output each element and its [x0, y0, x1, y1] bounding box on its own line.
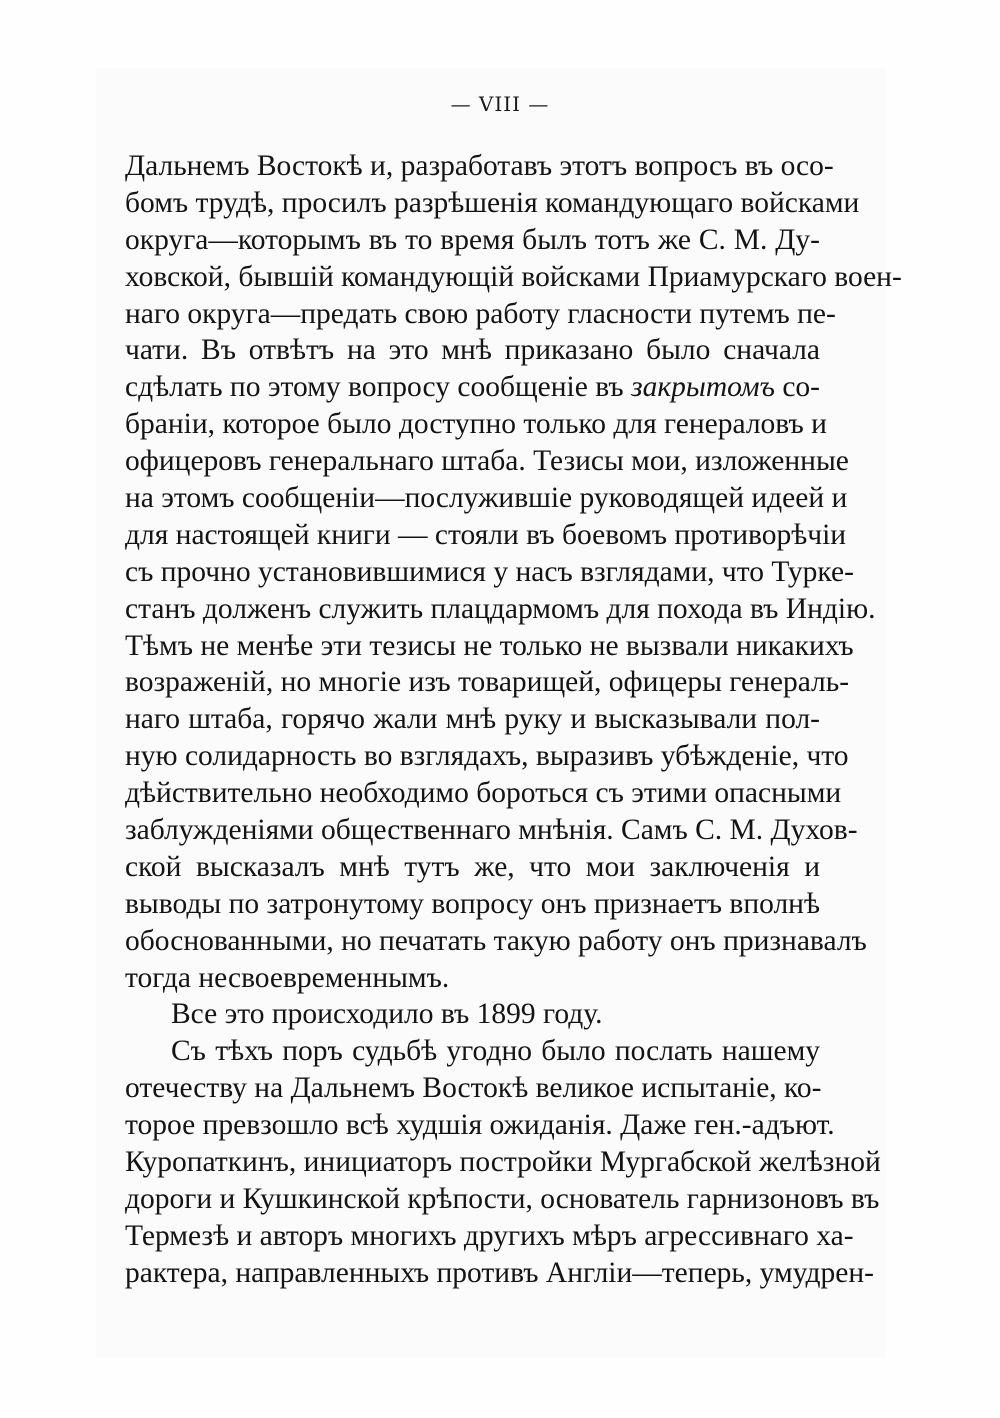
text-line: ховской, бывшій командующій войсками Приамурскаго воен-	[125, 260, 902, 293]
text-line: возраженій, но многіе изъ товарищей, офицеры генераль-	[125, 666, 850, 699]
text-line: округа—которымъ въ то время былъ тотъ же С. М. Ду-	[125, 223, 820, 256]
text-segment: со-	[774, 371, 820, 404]
text-line: на этомъ сообщеніи—послужившіе руководящей идеей и	[125, 482, 848, 515]
text-line: ную солидарность во взглядахъ, выразивъ убѣжденіе, что	[125, 740, 849, 773]
text-line: Термезѣ и авторъ многихъ другихъ мѣръ агрессивнаго ха-	[125, 1219, 854, 1252]
text-line: Тѣмъ не менѣе эти тезисы не только не вызвали никакихъ	[125, 629, 854, 662]
text-line: Куропаткинъ, инициаторъ постройки Мургабской желѣзной	[125, 1146, 881, 1179]
text-line: ской высказалъ мнѣ тутъ же, что мои заключенія и	[125, 850, 820, 883]
text-line: отечеству на Дальнемъ Востокѣ великое испытаніе, ко-	[125, 1072, 822, 1105]
text-line: для настоящей книги — стояли въ боевомъ противорѣчіи	[125, 518, 847, 551]
text-line: бомъ трудѣ, просилъ разрѣшенія командующаго войсками	[125, 186, 860, 219]
text-line: станъ долженъ служить плацдармомъ для похода въ Индію.	[125, 592, 876, 625]
emphasized-word: закрытомъ	[631, 371, 775, 404]
text-segment: сдѣлать по этому вопросу сообщеніе въ	[125, 371, 632, 404]
text-line: рактера, направленныхъ противъ Англіи—теперь, умудрен-	[125, 1256, 874, 1289]
text-line: наго округа—предать свою работу гласности путемъ пе-	[125, 297, 836, 330]
paragraph-line: Все это происходило въ 1899 году.	[171, 998, 603, 1031]
text-line: выводы по затронутому вопросу онъ признаетъ вполнѣ	[125, 887, 820, 920]
text-line: заблужденіями общественнаго мнѣнія. Самъ С. М. Духов-	[125, 814, 858, 847]
text-line: дѣйствительно необходимо бороться съ этими опасными	[125, 777, 842, 810]
text-line: обоснованными, но печатать такую работу онъ признавалъ	[125, 924, 867, 957]
text-line: дороги и Кушкинской крѣпости, основатель гарнизоновъ въ	[125, 1182, 880, 1215]
text-line: торое превзошло всѣ худшія ожиданія. Даже ген.-адъют.	[125, 1109, 835, 1142]
text-line: чати. Въ отвѣтъ на это мнѣ приказано было сначала	[125, 334, 820, 367]
text-line: Дальнемъ Востокѣ и, разработавъ этотъ вопросъ въ осо-	[125, 150, 834, 182]
page-number: — VIII —	[450, 92, 550, 116]
paragraph-line: Съ тѣхъ поръ судьбѣ угодно было послать нашему	[171, 1035, 820, 1068]
text-line: наго штаба, горячо жали мнѣ руку и высказывали пол-	[125, 703, 820, 736]
text-line: съ прочно установившимися у насъ взглядами, что Турке-	[125, 555, 854, 588]
text-line	[125, 369, 820, 406]
body-text	[125, 148, 902, 1292]
text-line: офицеровъ генеральнаго штаба. Тезисы мои, изложенные	[125, 445, 849, 478]
text-line: браніи, которое было доступно только для генераловъ и	[125, 408, 827, 441]
text-line: тогда несвоевременнымъ.	[125, 961, 450, 994]
